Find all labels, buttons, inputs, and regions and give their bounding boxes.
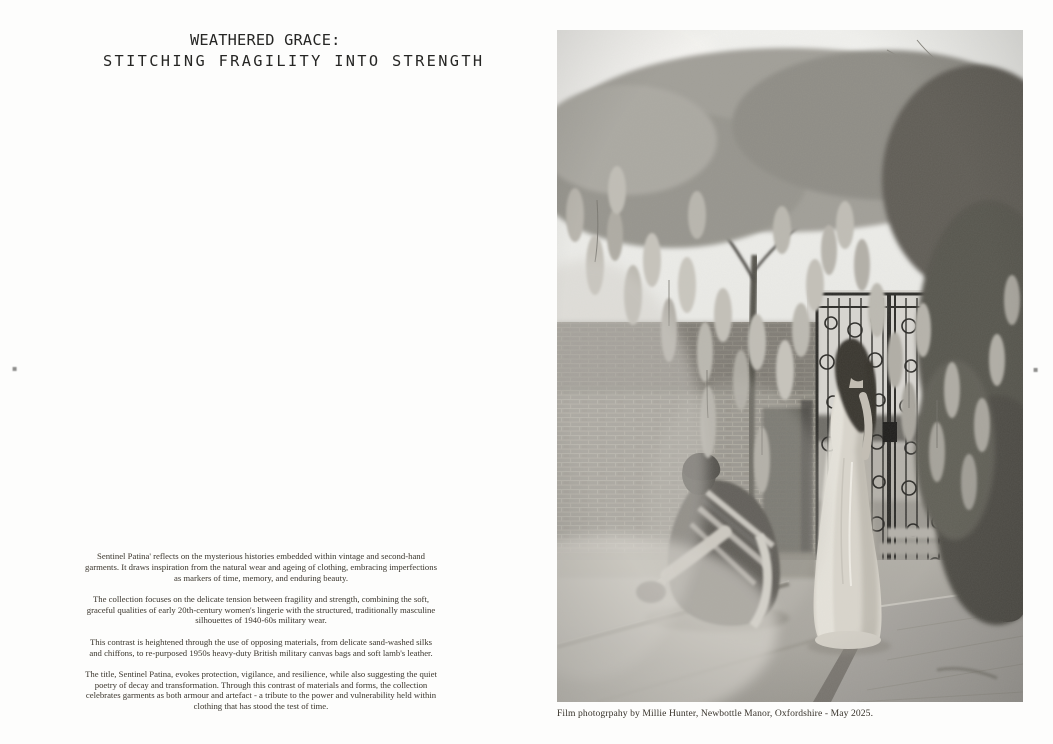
photo-caption: Film photogrpahy by Millie Hunter, Newbottle Manor, Oxfordshire - May 2025. — [557, 708, 874, 719]
title-line-1: WEATHERED GRACE: — [190, 31, 341, 49]
description-paragraph: Sentinel Patina' reflects on the mysterious histories embedded within vintage and second-hand garments. It draws inspiration from the natural wear and ageing of clothing, embracing imperfections as markers of time, memory, and enduring beauty. — [85, 551, 437, 583]
title-line-2: STITCHING FRAGILITY INTO STRENGTH — [103, 52, 485, 70]
film-photograph — [557, 30, 1023, 702]
right-page-mark: ▪ — [1033, 365, 1039, 374]
description-paragraph: The title, Sentinel Patina, evokes protection, vigilance, and resilience, while also suggesting the quiet poetry of decay and transformation. Through this contrast of materials and forms, the collection celebrates garments as both armour and artefact - a tribute to the power and vulnerability held within clothing that has stood the test of time. — [85, 668, 437, 712]
description-paragraph: This contrast is heightened through the use of opposing materials, from delicate sand-washed silks and chiffons, to re-purposed 1950s heavy-duty British military canvas bags and soft lamb's leather. — [89, 636, 433, 658]
description-paragraph: The collection focuses on the delicate tension between fragility and strength, combining the soft, graceful qualities of early 20th-century women's lingerie with the structured, traditionally masculine silhouettes of 1940-60s military wear. — [86, 593, 436, 626]
collection-description — [85, 551, 437, 712]
left-page-mark: ▪ — [12, 364, 18, 373]
film-atmosphere — [557, 30, 1023, 702]
